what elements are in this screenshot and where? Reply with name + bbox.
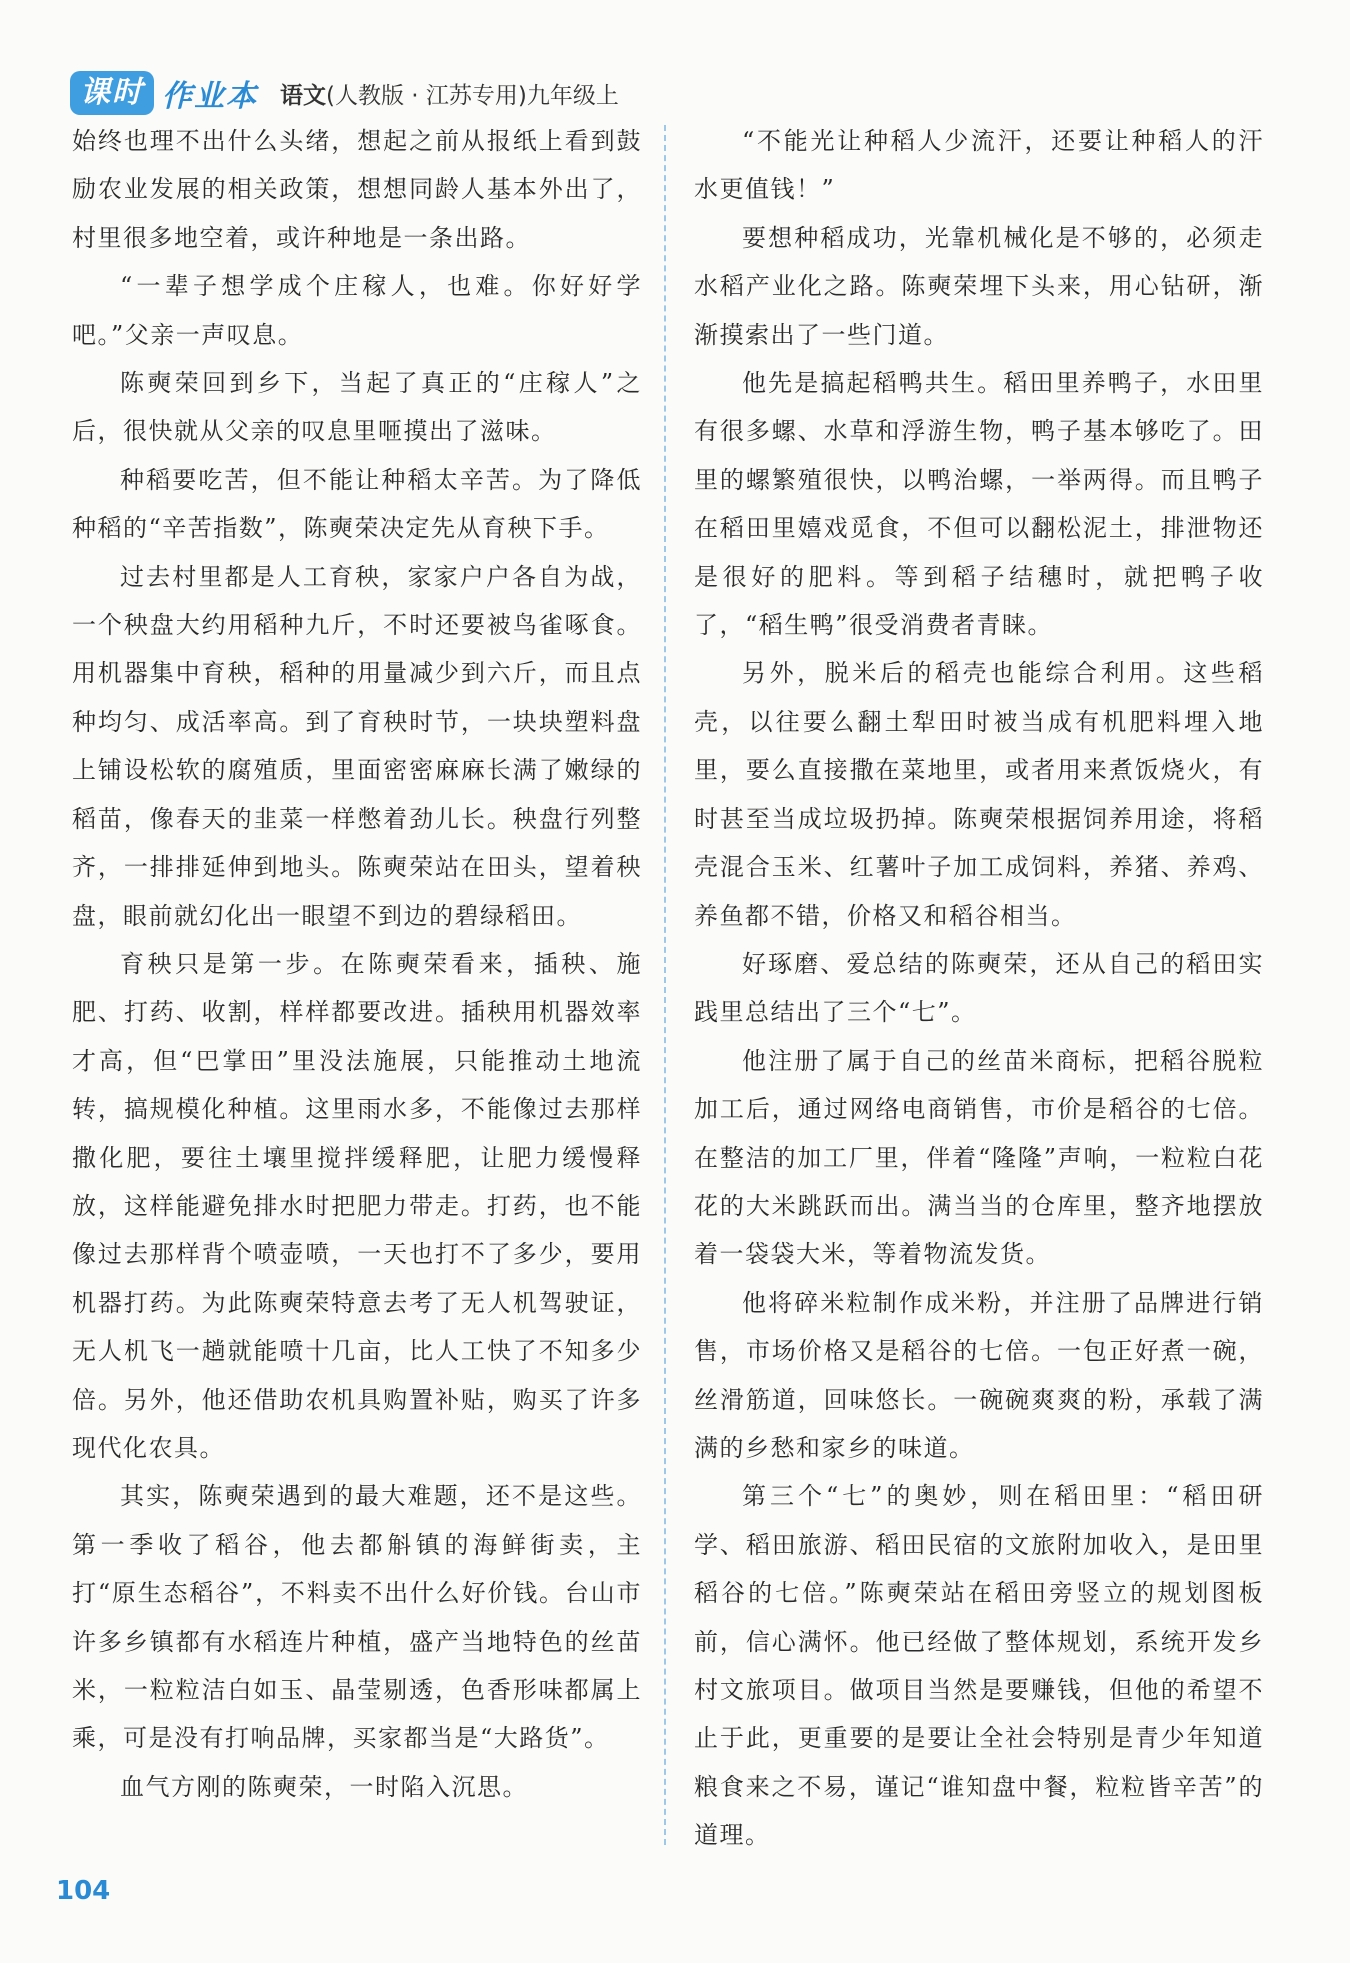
paragraph: “不能光让种稻人少流汗，还要让种稻人的汗水更值钱！” [694, 127, 1264, 204]
page-header [70, 68, 619, 118]
paragraph: 始终也理不出什么头绪，想起之前从报纸上看到鼓励农业发展的相关政策，想想同龄人基本外出了，村里很多地空着，或许种地是一条出路。 [72, 127, 642, 252]
subject-line [280, 77, 619, 110]
paragraph: 他先是搞起稻鸭共生。稻田里养鸭子，水田里有很多螺、水草和浮游生物，鸭子基本够吃了。田里的螺繁殖很快，以鸭治螺，一举两得。而且鸭子在稻田里嬉戏觅食，不但可以翻松泥土，排泄物还是很好的肥料。等到稻子结穗时，就把鸭子收了，“稻生鸭”很受消费者青睐。 [694, 369, 1264, 640]
edition-info: (人教版 · 江苏专用)九年级上 [326, 82, 619, 109]
paragraph: 陈奭荣回到乡下，当起了真正的“庄稼人”之后，很快就从父亲的叹息里咂摸出了滋味。 [72, 369, 642, 446]
series-logo [70, 71, 258, 115]
paragraph: 另外，脱米后的稻壳也能综合利用。这些稻壳，以往要么翻土犁田时被当成有机肥料埋入地里，要么直接撒在菜地里，或者用来煮饭烧火，有时甚至当成垃圾扔掉。陈奭荣根据饲养用途，将稻壳混合玉米、红薯叶子加工成饲料，养猪、养鸡、养鱼都不错，价格又和稻谷相当。 [694, 659, 1264, 930]
page-number: 104 [56, 1876, 111, 1906]
paragraph: 过去村里都是人工育秧，家家户户各自为战，一个秧盘大约用稻种九斤，不时还要被鸟雀啄食。用机器集中育秧，稻种的用量减少到六斤，而且点种均匀、成活率高。到了育秧时节，一块块塑料盘上铺设松软的腐殖质，里面密密麻麻长满了嫩绿的稻苗，像春天的韭菜一样憋着劲儿长。秧盘行列整齐，一排排延伸到地头。陈奭荣站在田头，望着秧盘，眼前就幻化出一眼望不到边的碧绿稻田。 [72, 562, 642, 930]
paragraph: 育秧只是第一步。在陈奭荣看来，插秧、施肥、打药、收割，样样都要改进。插秧用机器效率才高，但“巴掌田”里没法施展，只能推动土地流转，搞规模化种植。这里雨水多，不能像过去那样撒化肥，要往土壤里搅拌缓释肥，让肥力缓慢释放，这样能避免排水时把肥力带走。打药，也不能像过去那样背个喷壶喷，一天也打不了多少，要用机器打药。为此陈奭荣特意去考了无人机驾驶证，无人机飞一趟就能喷十几亩，比人工快了不知多少倍。另外，他还借助农机具购置补贴，购买了许多现代化农具。 [72, 949, 642, 1462]
paragraph: 第三个“七”的奥妙，则在稻田里：“稻田研学、稻田旅游、稻田民宿的文旅附加收入，是田里稻谷的七倍。”陈奭荣站在稻田旁竖立的规划图板前，信心满怀。他已经做了整体规划，系统开发乡村文旅项目。做项目当然是要赚钱，但他的希望不止于此，更重要的是要让全社会特别是青少年知道粮食来之不易，谨记“谁知盘中餐，粒粒皆辛苦”的道理。 [694, 1482, 1264, 1850]
paragraph: 血气方刚的陈奭荣，一时陷入沉思。 [120, 1772, 528, 1801]
paragraph: 要想种稻成功，光靠机械化是不够的，必须走水稻产业化之路。陈奭荣埋下头来，用心钻研，渐渐摸索出了一些门道。 [694, 223, 1264, 349]
paragraph: “一辈子想学成个庄稼人，也难。你好好学吧。”父亲一声叹息。 [72, 272, 642, 349]
paragraph: 其实，陈奭荣遇到的最大难题，还不是这些。第一季收了稻谷，他去都斛镇的海鲜街卖，主打“原生态稻谷”，不料卖不出什么好价钱。台山市许多乡镇都有水稻连片种植，盛产当地特色的丝苗米，一粒粒洁白如玉、晶莹剔透，色香形味都属上乘，可是没有打响品牌，买家都当是“大路货”。 [72, 1482, 642, 1753]
column-divider [664, 125, 666, 1845]
right-column [694, 117, 1264, 1860]
left-column [72, 117, 642, 1811]
paragraph: 好琢磨、爱总结的陈奭荣，还从自己的稻田实践里总结出了三个“七”。 [694, 949, 1264, 1027]
paragraph: 种稻要吃苦，但不能让种稻太辛苦。为了降低种稻的“辛苦指数”，陈奭荣决定先从育秧下手。 [72, 465, 642, 543]
subject-name: 语文 [280, 82, 326, 109]
paragraph: 他将碎米粒制作成米粉，并注册了品牌进行销售，市场价格又是稻谷的七倍。一包正好煮一碗，丝滑筋道，回味悠长。一碗碗爽爽的粉，承载了满满的乡愁和家乡的味道。 [694, 1288, 1264, 1462]
logo-text: 作业本 [162, 79, 258, 114]
paragraph: 他注册了属于自己的丝苗米商标，把稻谷脱粒加工后，通过网络电商销售，市价是稻谷的七倍。在整洁的加工厂里，伴着“隆隆”声响，一粒粒白花花的大米跳跃而出。满当当的仓库里，整齐地摆放着一袋袋大米，等着物流发货。 [694, 1046, 1264, 1269]
logo-badge: 课时 [70, 71, 154, 115]
